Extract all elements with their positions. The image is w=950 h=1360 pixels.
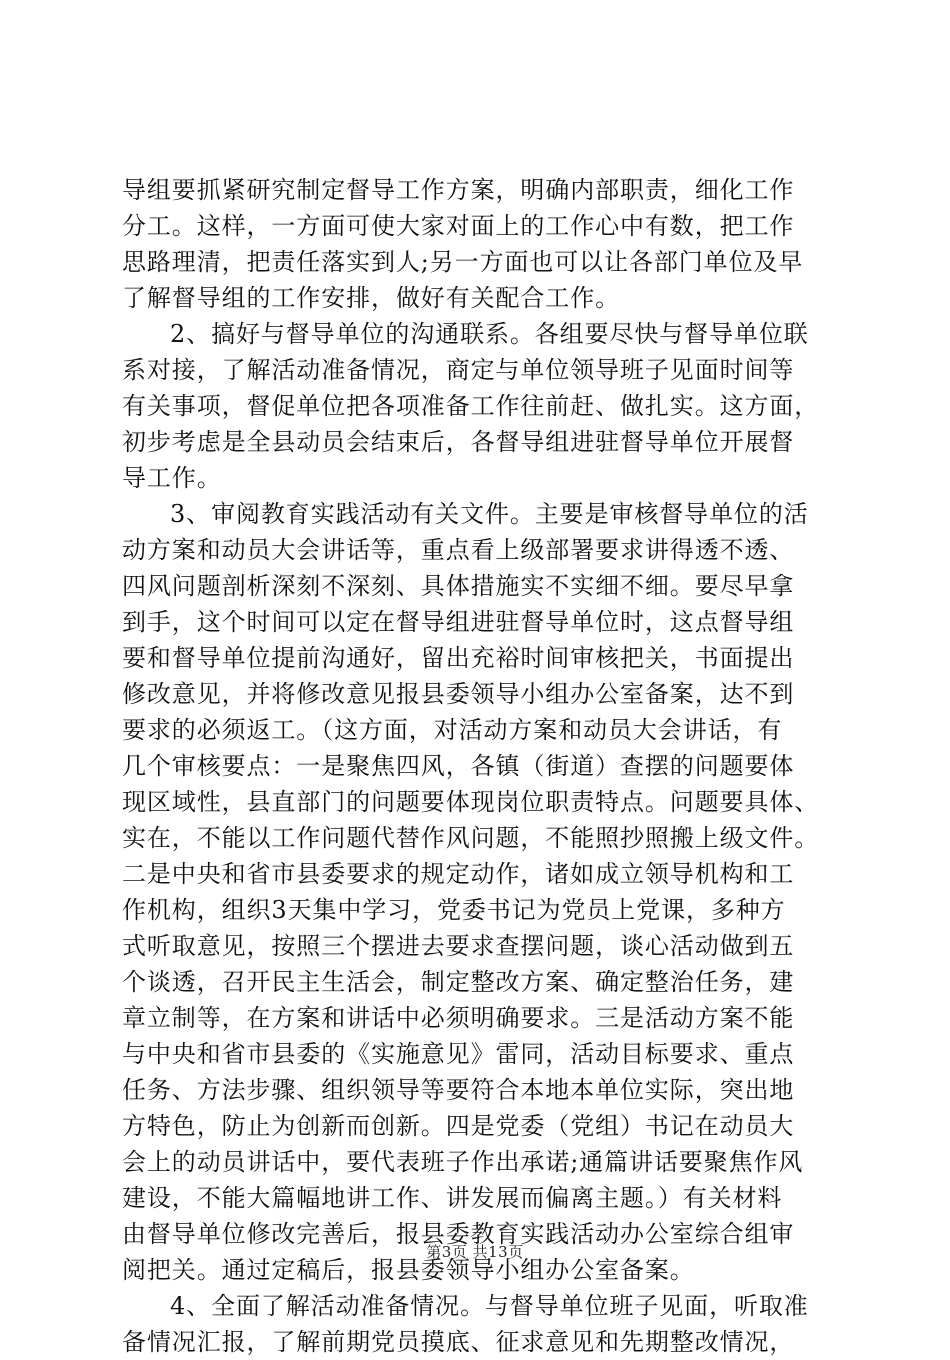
text-line: 建设，不能大篇幅地讲工作、讲发展而偏离主题。）有关材料 — [122, 1184, 783, 1212]
text-line: 个谈透，召开民主生活会，制定整改方案、确定整治任务，建 — [122, 968, 795, 996]
text-line: 修改意见，并将修改意见报县委领导小组办公室备案，达不到 — [122, 680, 795, 708]
text-line: 会上的动员讲话中，要代表班子作出承诺;通篇讲话要聚焦作风 — [122, 1148, 804, 1176]
text-line: 动方案和动员大会讲话等，重点看上级部署要求讲得透不透、 — [122, 536, 795, 564]
text-line: 3、审阅教育实践活动有关文件。主要是审核督导单位的活 — [170, 500, 809, 528]
text-line: 二是中央和省市县委要求的规定动作，诸如成立领导机构和工 — [122, 860, 795, 888]
text-line: 式听取意见，按照三个摆进去要求查摆问题，谈心活动做到五 — [122, 932, 795, 960]
text-line: 初步考虑是全县动员会结束后，各督导组进驻督导单位开展督 — [122, 428, 795, 456]
text-line: 了解督导组的工作安排，做好有关配合工作。 — [122, 284, 620, 312]
text-line: 现区域性，县直部门的问题要体现岗位职责特点。问题要具体、 — [122, 788, 820, 816]
text-line: 由督导单位修改完善后，报县委教育实践活动办公室综合组审 — [122, 1220, 795, 1248]
document-body — [122, 172, 834, 1360]
text-line: 分工。这样，一方面可使大家对面上的工作心中有数，把工作 — [122, 212, 795, 240]
text-line: 导组要抓紧研究制定督导工作方案，明确内部职责，细化工作 — [122, 176, 795, 204]
text-line: 有关事项，督促单位把各项准备工作往前赶、做扎实。这方面， — [122, 392, 820, 420]
page-number-footer: 第3页 共13页 — [426, 1243, 524, 1261]
text-line: 要和督导单位提前沟通好，留出充裕时间审核把关，书面提出 — [122, 644, 795, 672]
text-line: 要求的必须返工。（这方面，对活动方案和动员大会讲话，有 — [122, 716, 783, 744]
text-line: 实在，不能以工作问题代替作风问题，不能照抄照搬上级文件。 — [122, 824, 820, 852]
text-line: 作机构，组织3天集中学习，党委书记为党员上党课，多种方 — [122, 896, 786, 924]
text-line: 几个审核要点：一是聚焦四风，各镇（街道）查摆的问题要体 — [122, 752, 795, 780]
text-line: 阅把关。通过定稿后，报县委领导小组办公室备案。 — [122, 1256, 695, 1284]
text-line: 方特色，防止为创新而创新。四是党委（党组）书记在动员大 — [122, 1112, 795, 1140]
text-line: 思路理清，把责任落实到人;另一方面也可以让各部门单位及早 — [122, 248, 804, 276]
text-line: 导工作。 — [122, 464, 222, 492]
text-line: 任务、方法步骤、组织领导等要符合本地本单位实际，突出地 — [122, 1076, 795, 1104]
text-line: 章立制等，在方案和讲话中必须明确要求。三是活动方案不能 — [122, 1004, 795, 1032]
text-line: 2、搞好与督导单位的沟通联系。各组要尽快与督导单位联 — [170, 320, 809, 348]
text-line: 四风问题剖析深刻不深刻、具体措施实不实细不细。要尽早拿 — [122, 572, 795, 600]
text-line: 到手，这个时间可以定在督导组进驻督导单位时，这点督导组 — [122, 608, 795, 636]
text-line: 系对接，了解活动准备情况，商定与单位领导班子见面时间等 — [122, 356, 795, 384]
text-line: 备情况汇报，了解前期党员摸底、征求意见和先期整改情况， — [122, 1328, 795, 1356]
text-line: 与中央和省市县委的《实施意见》雷同，活动目标要求、重点 — [122, 1040, 795, 1068]
text-line: 4、全面了解活动准备情况。与督导单位班子见面，听取准 — [170, 1292, 809, 1320]
